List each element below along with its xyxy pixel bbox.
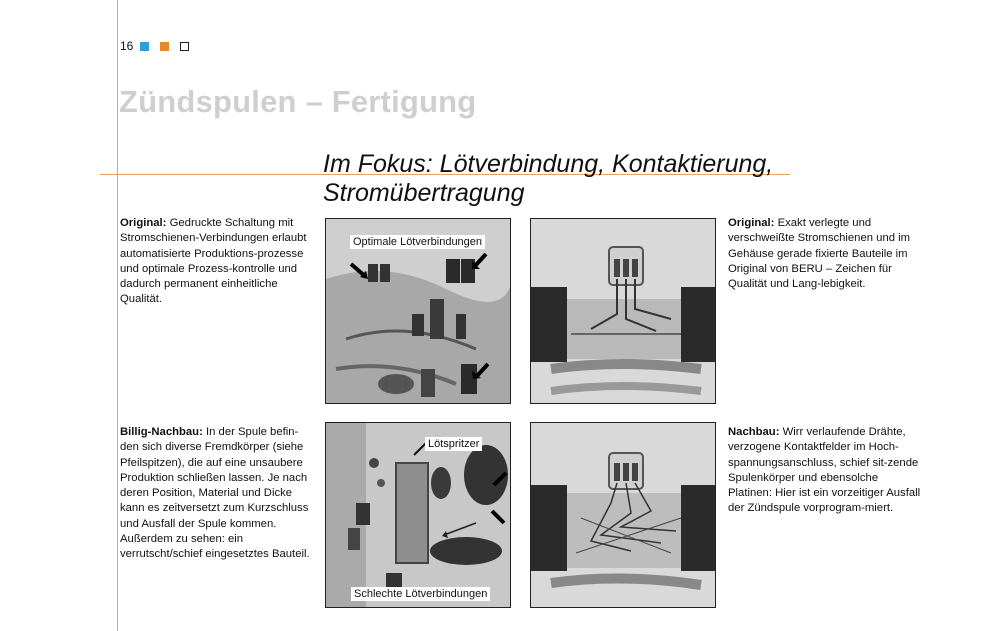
caption-original-pcb (120, 216, 312, 308)
blue-square-icon (140, 42, 149, 51)
photo-label-spritzer: Lötspritzer (425, 437, 482, 451)
caption-label: Nachbau: (728, 426, 780, 438)
orange-square-icon (160, 42, 169, 51)
section-heading-line1: Im Fokus: Lötverbindung, Kontaktierung, (323, 150, 774, 178)
caption-label: Original: (728, 217, 775, 229)
margin-rule-vertical (117, 0, 118, 631)
photo-label-schlecht: Schlechte Lötverbindungen (351, 587, 490, 601)
xray-photo-original-pcb (325, 218, 511, 404)
empty-square-icon (180, 42, 189, 51)
caption-text: Gedruckte Schaltung mit Stromschienen-Verbindungen erlaubt automatisierte Produktions-prozesse und optimale Prozess-kontrolle und dadurch permanent einheitliche Qualität. (120, 217, 307, 306)
caption-fake-coil (120, 425, 316, 563)
xray-photo-original-busbar (530, 218, 716, 404)
caption-text: Exakt verlegte und verschweißte Stromschienen und im Gehäuse gerade fixierte Bauteile im Original von BERU – Zeichen für Qualität und Lang-lebigkeit. (728, 217, 911, 291)
caption-replica (728, 425, 924, 517)
page-number: 16 (120, 39, 134, 53)
photo-label-optimal: Optimale Lötverbindungen (350, 235, 485, 249)
caption-original-busbar (728, 216, 918, 292)
xray-photo-graphic (531, 423, 716, 608)
caption-text: Wirr verlaufende Drähte, verzogene Kontaktfelder im Hoch-spannungsanschluss, schief sit-zende Spulenkörper und ebensolche Platinen: Hier ist ein vorzeitiger Ausfall der Zündspule vorprogram-miert. (728, 426, 921, 515)
caption-label: Original: (120, 217, 167, 229)
caption-text: In der Spule befin-den sich diverse Fremdkörper (siehe Pfeilspitzen), die auf eine unsaubere Produktion schließen lassen. Je nach deren Position, Material und Dicke kann es zeitversetzt zum Kurzschluss und Ausfall der Spule kommen. Außerdem zu sehen: ein verrutscht/schief eingesetztes Bauteil. (120, 426, 310, 561)
section-heading-line2: Stromübertragung (323, 179, 525, 207)
xray-photo-graphic (531, 219, 716, 404)
xray-photo-graphic (326, 423, 511, 608)
page-title: Zündspulen – Fertigung (119, 84, 477, 119)
section-heading (323, 150, 773, 208)
xray-photo-fake-coil (325, 422, 511, 608)
caption-label: Billig-Nachbau: (120, 426, 203, 438)
xray-photo-replica (530, 422, 716, 608)
